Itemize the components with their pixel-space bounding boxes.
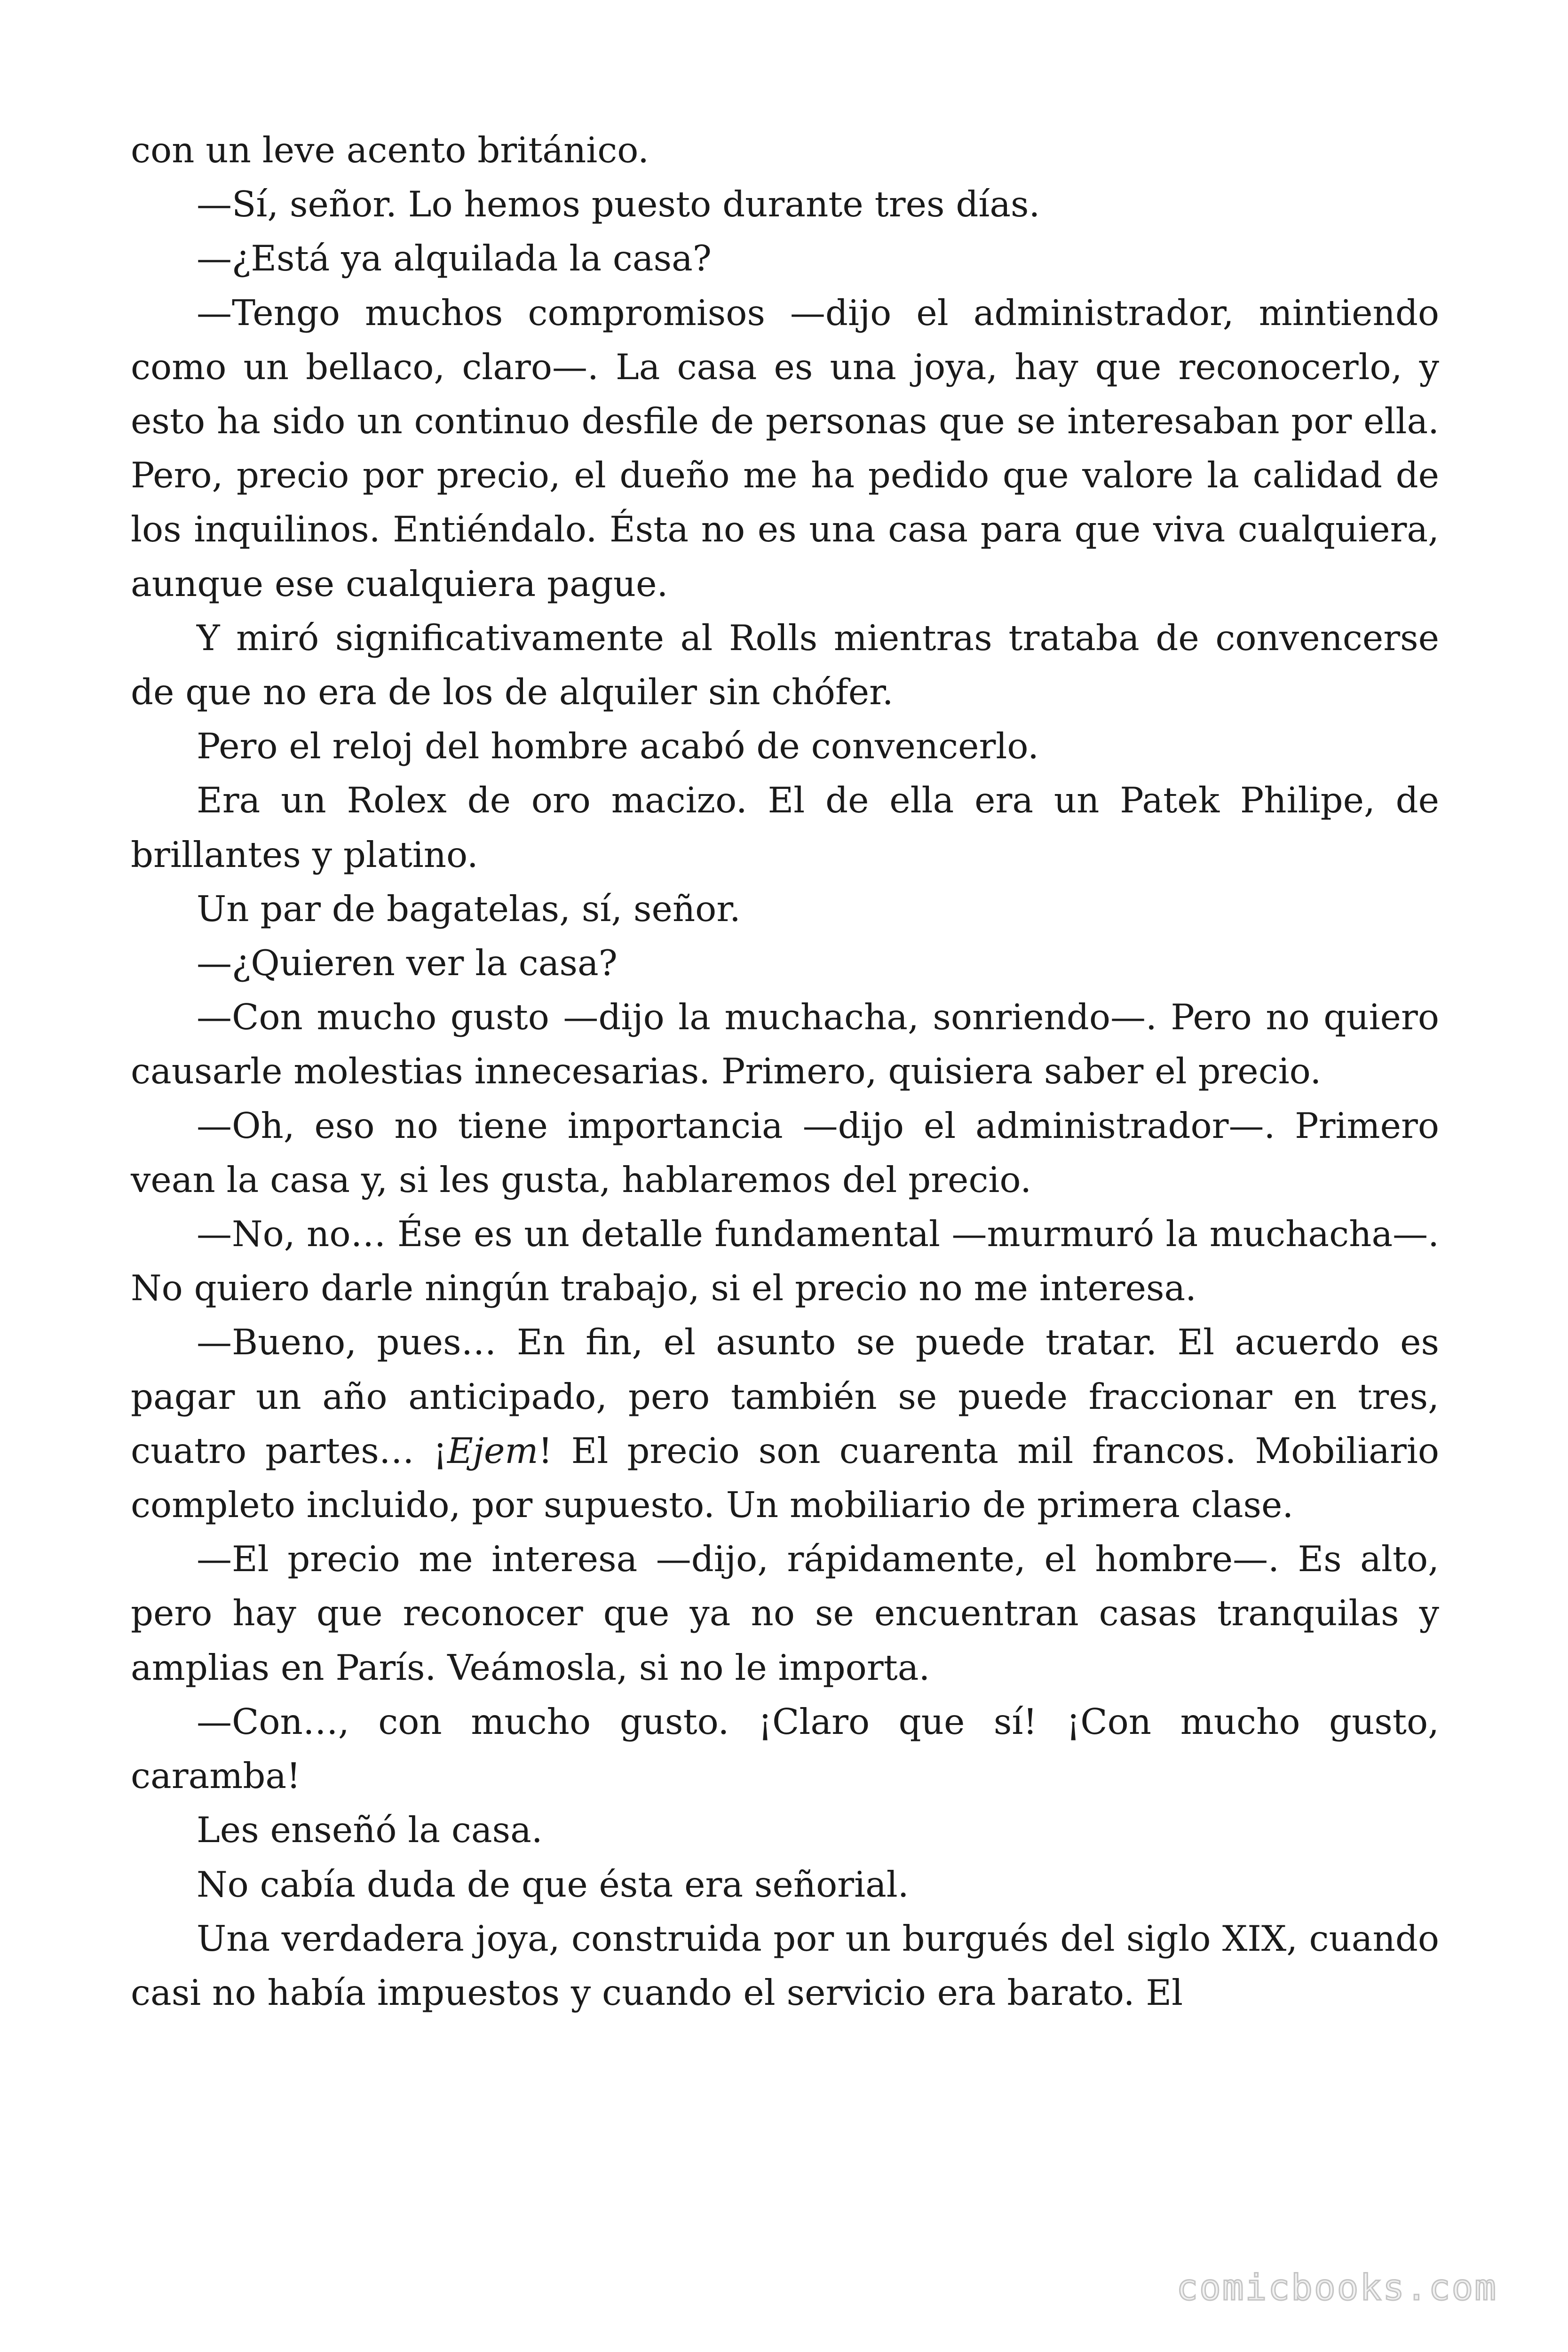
paragraph-part: ! El precio son cuarenta mil francos. Mobiliario completo incluido, por supuesto. Un mobiliario de primera clase. [131, 1430, 1440, 1526]
watermark: comicbooks.com [1176, 2266, 1497, 2308]
emphasized-word: Ejem [447, 1430, 539, 1471]
paragraph: —No, no… Ése es un detalle fundamental —murmuró la muchacha—. No quiero darle ningún trabajo, si el precio no me interesa. [131, 1213, 1439, 1309]
paragraph: —Con mucho gusto —dijo la muchacha, sonriendo—. Pero no quiero causarle molestias innecesarias. Primero, quisiera saber el precio. [131, 996, 1439, 1092]
paragraph-part: —Bueno, pues… En fin, el asunto se puede tratar. El acuerdo es pagar un año anticipado, pero también se puede fraccionar en tres, cuatro partes… ¡ [131, 1321, 1439, 1471]
paragraph: Pero el reloj del hombre acabó de convencerlo. [197, 725, 1039, 767]
paragraph: —Con…, con mucho gusto. ¡Claro que sí! ¡Con mucho gusto, caramba! [131, 1700, 1439, 1797]
paragraph: —Tengo muchos compromisos —dijo el administrador, mintiendo como un bellaco, claro—. La casa es una joya, hay que reconocerlo, y esto ha sido un continuo desfile de personas que se interesaban por ella. Pero, precio por precio, el dueño me ha pedido que valore la calidad de los inquilinos. Entiéndalo. Ésta no es una casa para que viva cualquiera, aunque ese cualquiera pague. [131, 292, 1439, 604]
paragraph: —Sí, señor. Lo hemos puesto durante tres días. [197, 183, 1040, 225]
paragraph: —El precio me interesa —dijo, rápidamente, el hombre—. Es alto, pero hay que reconocer que ya no se encuentran casas tranquilas y amplias en París. Veámosla, si no le importa. [131, 1538, 1439, 1688]
paragraph: —Oh, eso no tiene importancia —dijo el administrador—. Primero vean la casa y, si les gusta, hablaremos del precio. [131, 1104, 1439, 1200]
paragraph: Les enseñó la casa. [197, 1809, 543, 1851]
paragraph: —¿Está ya alquilada la casa? [197, 238, 712, 279]
paragraph: Era un Rolex de oro macizo. El de ella era un Patek Philipe, de brillantes y platino. [131, 779, 1439, 875]
paragraph: con un leve acento británico. [131, 129, 649, 171]
paragraph-with-emphasis [131, 1315, 1439, 1532]
paragraph: Una verdadera joya, construida por un burgués del siglo XIX, cuando casi no había impuestos y cuando el servicio era barato. El [131, 1917, 1439, 2013]
page-text [131, 123, 1439, 2020]
paragraph: Un par de bagatelas, sí, señor. [197, 888, 741, 930]
paragraph: No cabía duda de que ésta era señorial. [197, 1863, 909, 1905]
paragraph: —¿Quieren ver la casa? [197, 942, 618, 984]
paragraph: Y miró significativamente al Rolls mientras trataba de convencerse de que no era de los de alquiler sin chófer. [131, 617, 1439, 713]
